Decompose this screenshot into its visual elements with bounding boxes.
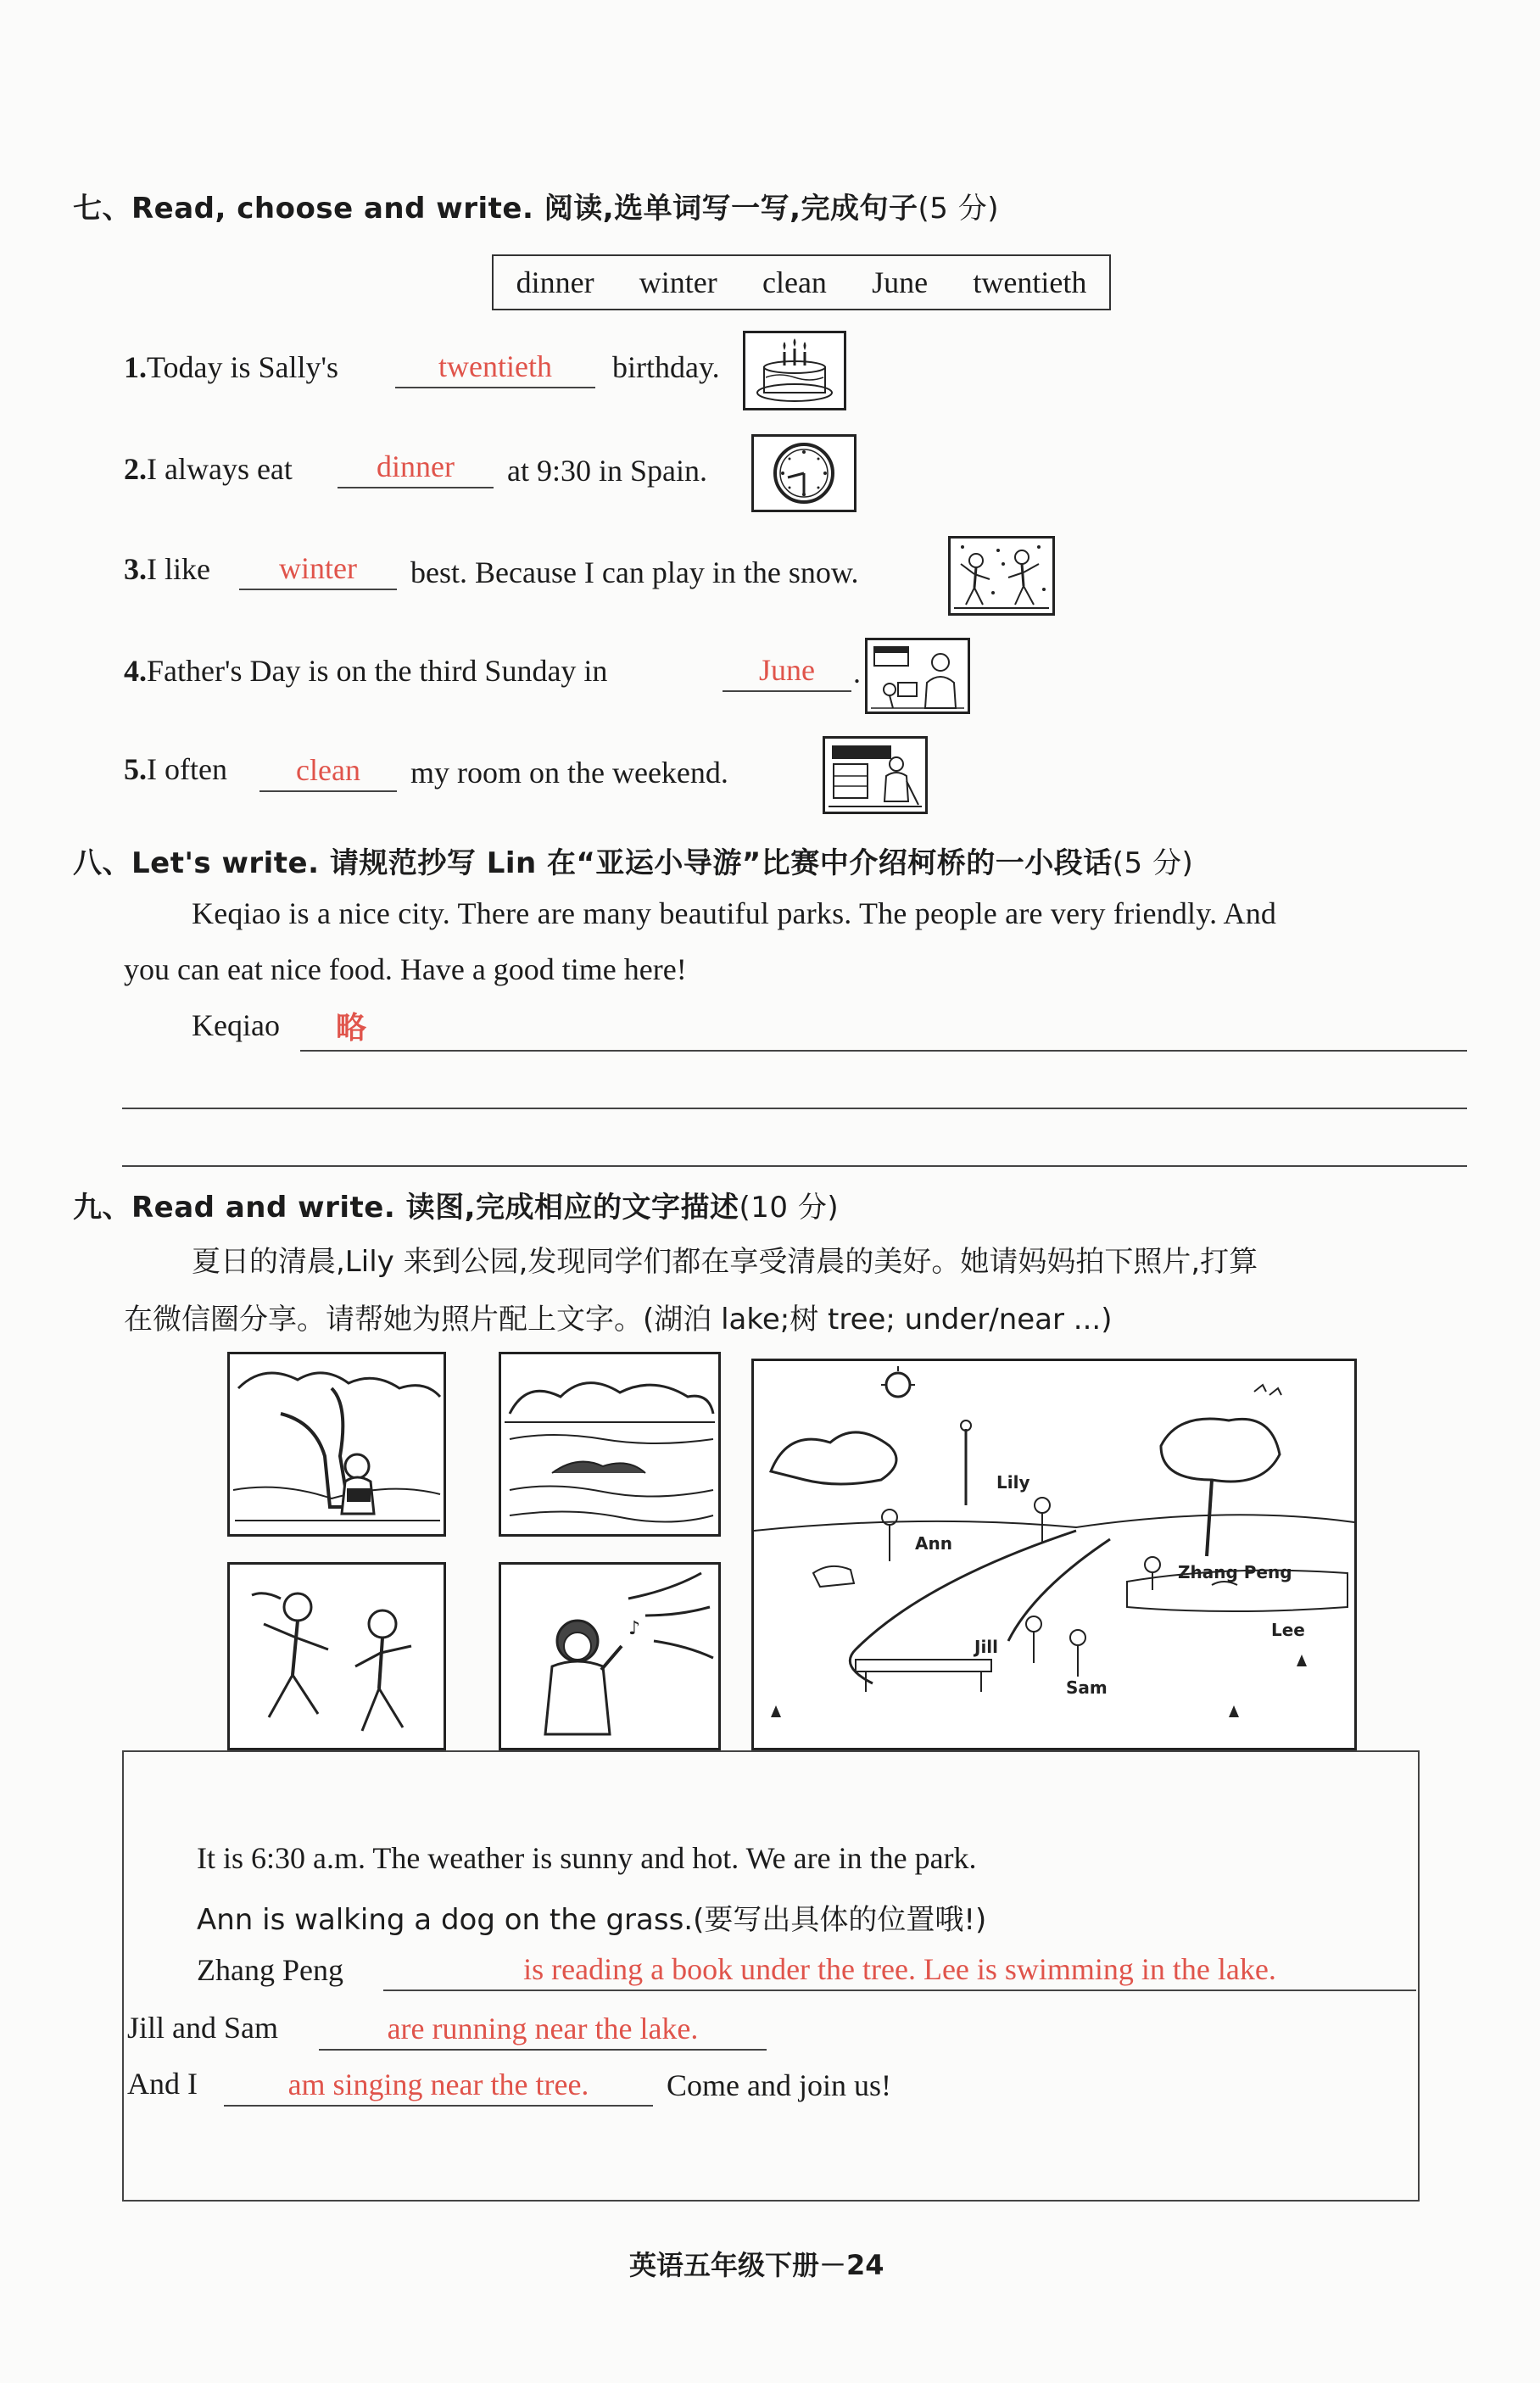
answer-text: twentieth bbox=[438, 349, 552, 383]
question-text-after: . bbox=[853, 656, 861, 689]
section9-points: (10 分) bbox=[739, 1191, 840, 1225]
word-bank-item: twentieth bbox=[973, 265, 1087, 299]
section8-heading-text: 八、Let's write. 请规范抄写 Lin 在“亚运小导游”比赛中介绍柯桥的一小段话 bbox=[73, 846, 1113, 880]
question-text-after: my room on the weekend. bbox=[410, 756, 728, 790]
question-text-before: Father's Day is on the third Sunday in bbox=[147, 654, 608, 688]
photo-swimming-in-lake bbox=[499, 1352, 721, 1537]
section7-heading bbox=[73, 185, 999, 226]
snow-play-icon bbox=[948, 536, 1055, 616]
section7-heading-text: 七、Read, choose and write. 阅读,选单词写一写,完成句子 bbox=[73, 192, 918, 226]
copy-line-prefix: Keqiao bbox=[192, 1008, 280, 1042]
answer-text: winter bbox=[279, 551, 357, 585]
park-scene-illustration bbox=[751, 1359, 1357, 1750]
scene-label-jill: Jill bbox=[974, 1637, 999, 1657]
section9-heading bbox=[73, 1184, 839, 1225]
answer-blank-5[interactable] bbox=[259, 753, 397, 792]
description-line-1: It is 6:30 a.m. The weather is sunny and hot. We are in the park. bbox=[197, 1841, 977, 1875]
scene-label-lee: Lee bbox=[1271, 1620, 1305, 1640]
answer-blank-zhang-peng[interactable] bbox=[383, 1952, 1416, 1991]
question-3 bbox=[124, 551, 210, 587]
clock-icon bbox=[751, 434, 856, 512]
section8-heading bbox=[73, 840, 1193, 881]
writing-line[interactable] bbox=[122, 1165, 1467, 1167]
section8-paragraph-line1: Keqiao is a nice city. There are many beautiful parks. The people are very friendly. And bbox=[192, 896, 1277, 930]
fathers-day-icon bbox=[865, 638, 970, 714]
writing-line[interactable] bbox=[122, 1108, 1467, 1109]
page-footer: 英语五年级下册－24 bbox=[629, 2249, 884, 2281]
writing-line[interactable] bbox=[300, 1050, 1467, 1052]
answer-blank-1[interactable] bbox=[395, 349, 595, 388]
question-number: 4. bbox=[124, 654, 147, 688]
question-5 bbox=[124, 751, 227, 787]
photo-reading-under-tree bbox=[227, 1352, 446, 1537]
description-line-5-prefix: And I bbox=[127, 2067, 198, 2101]
answer-text: June bbox=[759, 653, 815, 687]
answer-blank-jill-sam[interactable] bbox=[319, 2012, 767, 2051]
answer-text: are running near the lake. bbox=[387, 2012, 699, 2045]
description-line-2: Ann is walking a dog on the grass.(要写出具体的位置哦!) bbox=[197, 1903, 987, 1937]
question-4 bbox=[124, 653, 607, 689]
answer-text: clean bbox=[296, 753, 360, 787]
section7-points: (5 分) bbox=[918, 192, 1000, 226]
question-text-before: I always eat bbox=[147, 452, 293, 486]
cleaning-icon bbox=[823, 736, 928, 814]
section9-intro-line1: 夏日的清晨,Lily 来到公园,发现同学们都在享受清晨的美好。她请妈妈拍下照片,打算 bbox=[192, 1245, 1258, 1279]
section8-paragraph-line2: you can eat nice food. Have a good time here! bbox=[124, 952, 687, 986]
photo-singing bbox=[499, 1562, 721, 1750]
word-bank-item: winter bbox=[639, 265, 717, 299]
answer-text: dinner bbox=[377, 449, 455, 483]
question-2 bbox=[124, 451, 293, 487]
question-1 bbox=[124, 349, 338, 385]
question-text-after: birthday. bbox=[612, 350, 720, 384]
svg-text:♪: ♪ bbox=[628, 1618, 641, 1639]
word-bank bbox=[492, 254, 1111, 310]
answer-blank-4[interactable] bbox=[723, 653, 851, 692]
answer-blank-2[interactable] bbox=[338, 449, 494, 488]
section8-points: (5 分) bbox=[1112, 846, 1194, 880]
word-bank-item: June bbox=[872, 265, 929, 299]
question-text-before: I like bbox=[147, 552, 210, 586]
description-line-3-prefix: Zhang Peng bbox=[197, 1953, 343, 1987]
question-text-before: I often bbox=[147, 752, 227, 786]
copy-answer: 略 bbox=[336, 1011, 367, 1045]
scene-label-ann: Ann bbox=[915, 1533, 952, 1554]
section9-intro-line2: 在微信圈分享。请帮她为照片配上文字。(湖泊 lake;树 tree; under/near ...) bbox=[124, 1303, 1113, 1337]
question-text-before: Today is Sally's bbox=[147, 350, 338, 384]
question-number: 1. bbox=[124, 350, 147, 384]
question-number: 3. bbox=[124, 552, 147, 586]
answer-blank-3[interactable] bbox=[239, 551, 397, 590]
answer-text: am singing near the tree. bbox=[287, 2068, 589, 2101]
question-number: 2. bbox=[124, 452, 147, 486]
birthday-cake-icon bbox=[743, 331, 846, 410]
description-line-4-prefix: Jill and Sam bbox=[127, 2011, 278, 2045]
answer-text: is reading a book under the tree. Lee is swimming in the lake. bbox=[523, 1952, 1276, 1986]
section9-heading-text: 九、Read and write. 读图,完成相应的文字描述 bbox=[73, 1191, 739, 1225]
word-bank-item: dinner bbox=[516, 265, 594, 299]
question-text-after: best. Because I can play in the snow. bbox=[410, 555, 859, 589]
word-bank-item: clean bbox=[762, 265, 827, 299]
question-number: 5. bbox=[124, 752, 147, 786]
description-line-5-suffix: Come and join us! bbox=[667, 2068, 891, 2102]
scene-label-lily: Lily bbox=[996, 1472, 1030, 1493]
scene-label-zhang-peng: Zhang Peng bbox=[1178, 1562, 1292, 1582]
photo-running bbox=[227, 1562, 446, 1750]
answer-blank-and-i[interactable] bbox=[224, 2068, 653, 2107]
scene-label-sam: Sam bbox=[1066, 1677, 1108, 1698]
question-text-after: at 9:30 in Spain. bbox=[507, 454, 707, 488]
